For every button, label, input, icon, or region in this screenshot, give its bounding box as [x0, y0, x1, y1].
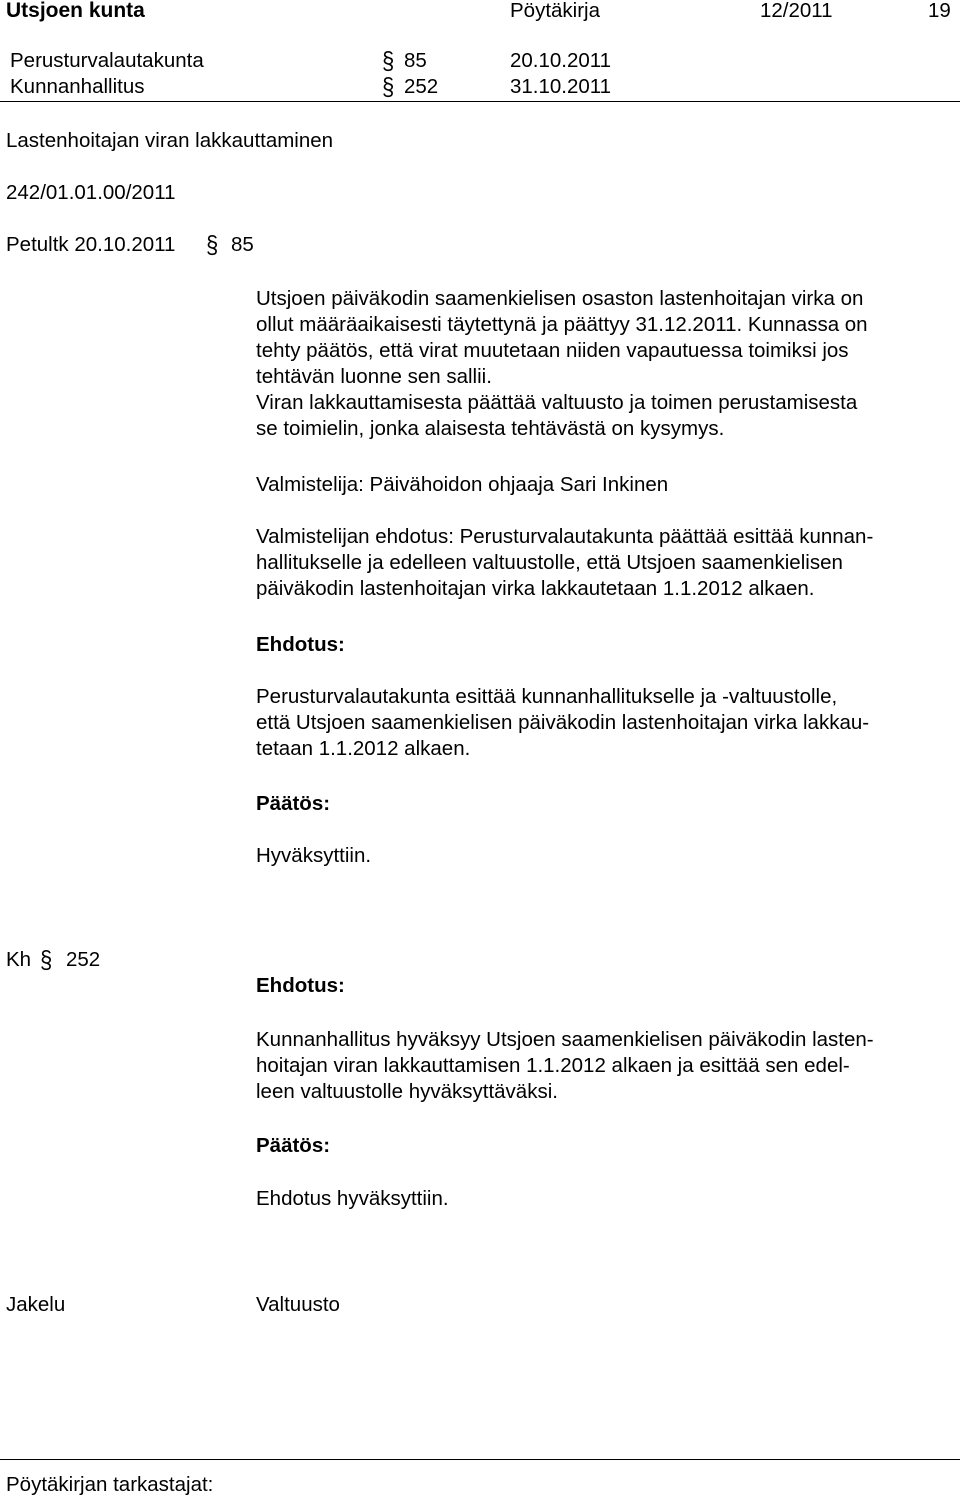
kh-proposal-paragraph: Kunnanhallitus hyväksyy Utsjoen saamenkielisen päiväkodin lasten- hoitajan viran lakkauttamisen 1.1.2012 alkaen ja esittää sen edel- leen valtuustolle hyväksyttäväksi. — [256, 1028, 874, 1103]
distribution-value: Valtuusto — [256, 1293, 340, 1316]
municipality-name: Utsjoen kunta — [6, 0, 145, 22]
petultk-label: Petultk 20.10.2011 — [6, 233, 176, 256]
kh-decision-label: Päätös: — [256, 1134, 331, 1157]
kh-number: 252 — [66, 948, 101, 971]
page-title: Lastenhoitajan viran lakkauttaminen — [6, 129, 334, 152]
petultk-number: 85 — [231, 233, 254, 256]
proposal-label: Ehdotus: — [256, 633, 345, 656]
ref-section-mark-1: § — [382, 46, 395, 75]
ref-body-1: Perusturvalautakunta — [10, 49, 204, 72]
kh-proposal-label: Ehdotus: — [256, 974, 345, 997]
preparer-line: Valmistelija: Päivähoidon ohjaaja Sari Inkinen — [256, 473, 669, 496]
page-number: 19 — [928, 0, 951, 22]
distribution-label: Jakelu — [6, 1293, 66, 1316]
document-number: 12/2011 — [760, 0, 833, 22]
footer-divider — [0, 1459, 960, 1460]
ref-number-1: 85 — [404, 49, 427, 72]
ref-body-2: Kunnanhallitus — [10, 75, 145, 98]
ref-number-2: 252 — [404, 75, 439, 98]
proposal-paragraph: Perusturvalautakunta esittää kunnanhallitukselle ja -valtuustolle, että Utsjoen saamenkielisen päiväkodin lastenhoitajan virka lakkau- tetaan 1.1.2012 alkaen. — [256, 685, 870, 760]
ref-date-1: 20.10.2011 — [510, 49, 612, 72]
minutes-checkers-label: Pöytäkirjan tarkastajat: — [6, 1473, 214, 1496]
decision-label: Päätös: — [256, 792, 331, 815]
record-number: 242/01.01.00/2011 — [6, 181, 176, 204]
intro-paragraph: Utsjoen päiväkodin saamenkielisen osaston lastenhoitajan virka on ollut määräaikaisesti täytettynä ja päättyy 31.12.2011. Kunnassa on tehty päätös, että virat muutetaan niiden vapautuessa toimiksi jos tehtävän luonne sen sallii. Viran lakkauttamisesta päättää valtuusto ja toimen perustamisesta se toimielin, jonka alaisesta tehtävästä on kysymys. — [256, 287, 868, 440]
decision-text: Hyväksyttiin. — [256, 844, 372, 867]
preparer-proposal: Valmistelijan ehdotus: Perusturvalautakunta päättää esittää kunnan- hallitukselle ja edelleen valtuustolle, että Utsjoen saamenkielisen päiväkodin lastenhoitajan virka lakkautetaan 1.1.2012 alkaen. — [256, 525, 874, 600]
kh-decision-text: Ehdotus hyväksyttiin. — [256, 1187, 449, 1210]
kh-label: Kh — [6, 948, 32, 971]
ref-section-mark-2: § — [382, 72, 395, 101]
kh-section-mark: § — [40, 945, 53, 974]
petultk-section-mark: § — [206, 230, 219, 259]
document-type: Pöytäkirja — [510, 0, 601, 22]
ref-date-2: 31.10.2011 — [510, 75, 612, 98]
header-divider — [0, 101, 960, 102]
